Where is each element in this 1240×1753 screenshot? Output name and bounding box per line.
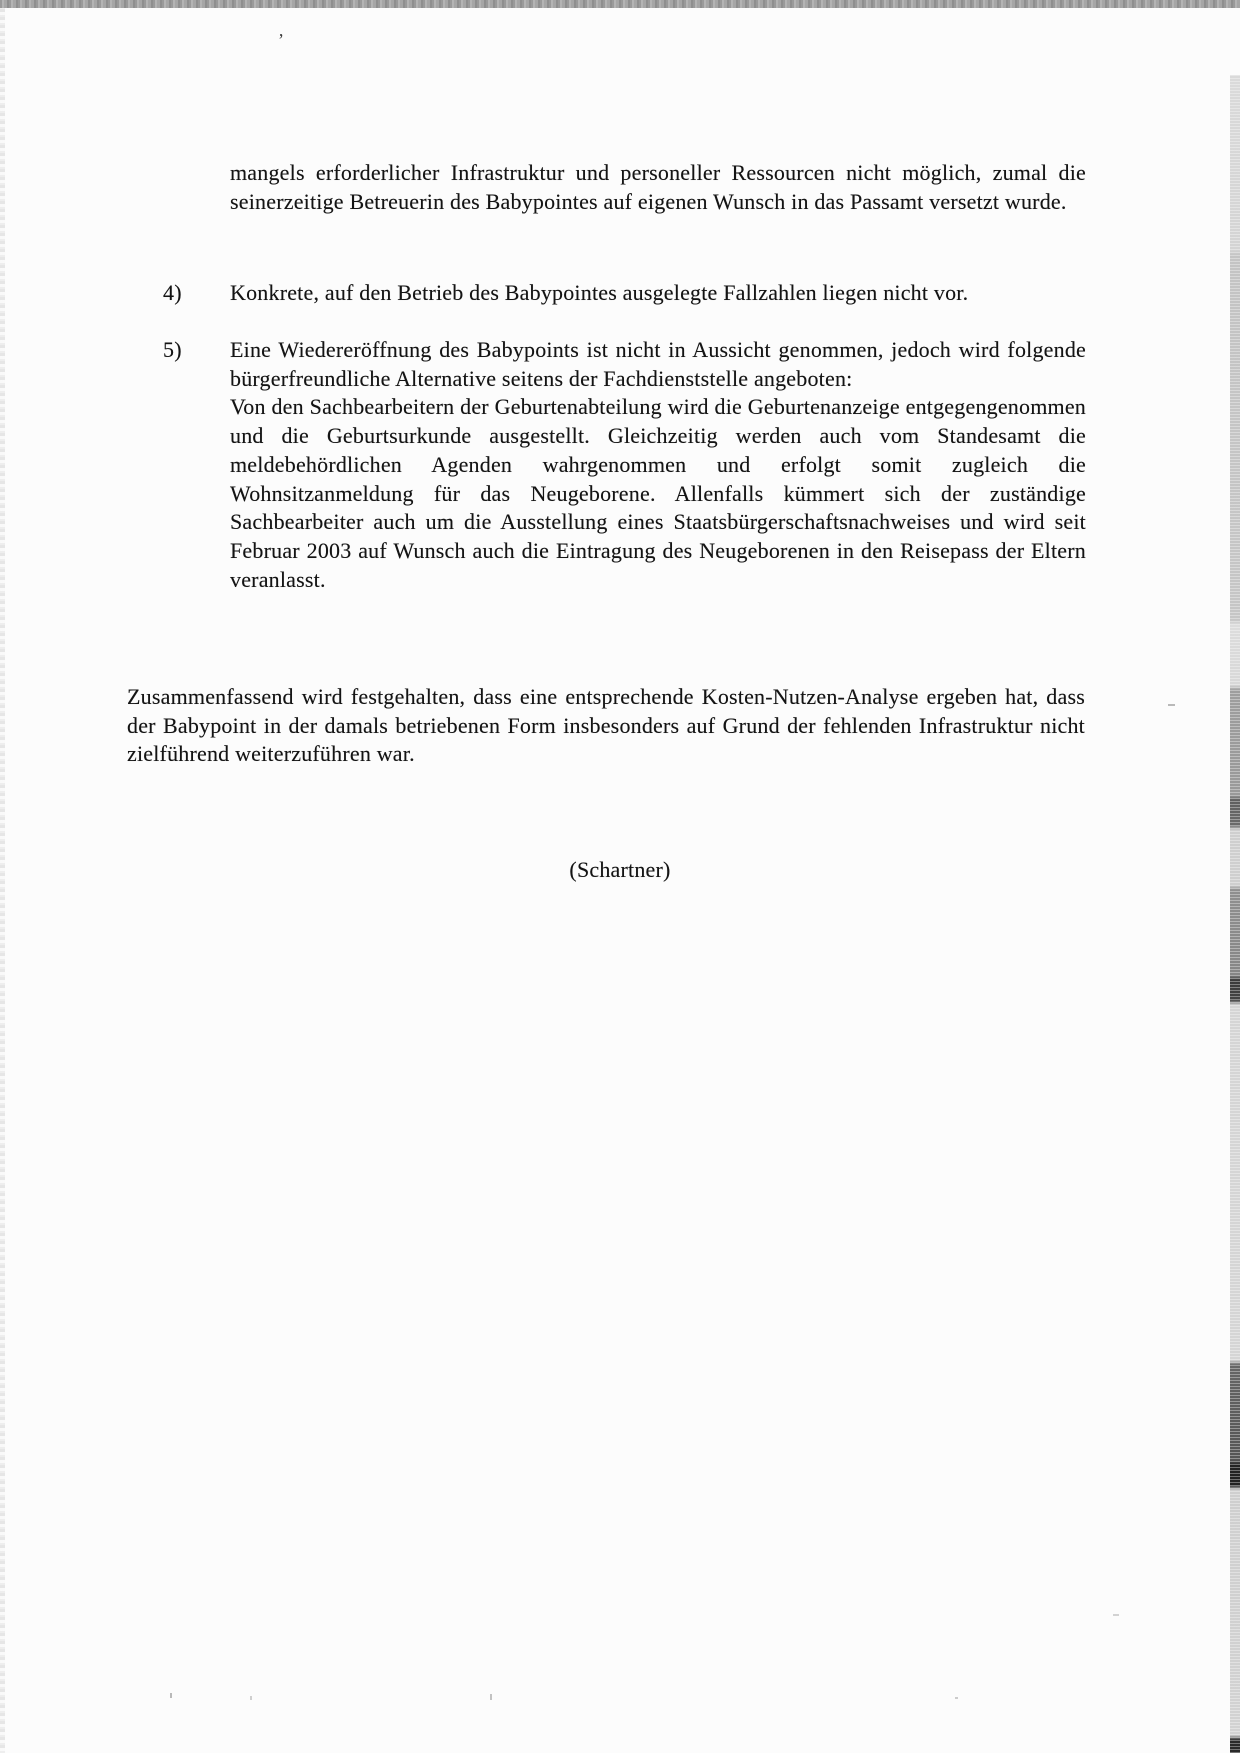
list-item-4-text: Konkrete, auf den Betrieb des Babypointes ausgelegte Fallzahlen liegen nicht vor. — [230, 280, 969, 305]
scan-edge-top — [0, 0, 1240, 8]
scan-speck — [250, 1696, 252, 1700]
list-item-5-paragraph-2: Von den Sachbearbeitern der Geburtenabteilung wird die Geburtenanzeige entgegengenommen und die Geburtsurkunde ausgestellt. Gleichzeitig werden auch vom Standesamt die meldebehördlichen Agenden wahrgenommen und erfolgt somit zugleich die Wohnsitzanmeldung für das Neugeborene. Allenfalls kümmert sich der zuständige Sachbearbeiter auch um die Ausstellung eines Staatsbürgerschaftsnachweises und wird seit Februar 2003 auf Wunsch auch die Eintragung des Neugeborenen in den Reisepass der Eltern veranlasst. — [230, 394, 1086, 592]
list-item-5-text — [230, 336, 1086, 594]
signature-name: (Schartner) — [569, 857, 671, 882]
summary-paragraph: Zusammenfassend wird festgehalten, dass eine entsprechende Kosten-Nutzen-Analyse ergeben hat, dass der Babypoint in der damals betriebenen Form insbesonders auf Grund der fehlenden Infrastruktur nicht zielführend weiterzuführen war. — [127, 684, 1085, 767]
list-item-5-paragraph-1: Eine Wiedereröffnung des Babypoints ist nicht in Aussicht genommen, jedoch wird folgende bürgerfreundliche Alternative seitens der Fachdienststelle angeboten: — [230, 337, 1086, 391]
scan-speck — [1168, 704, 1175, 706]
intro-paragraph: mangels erforderlicher Infrastruktur und personeller Ressourcen nicht möglich, zumal die seinerzeitige Betreuerin des Babypointes auf eigenen Wunsch in das Passamt versetzt wurde. — [230, 160, 1086, 214]
scan-edge-right — [1230, 75, 1240, 1753]
scan-speck — [955, 1697, 958, 1699]
list-item-4-number: 4) — [163, 280, 182, 305]
scan-speck — [170, 1693, 172, 1698]
scan-speck — [1113, 1614, 1119, 1616]
list-item-5-number: 5) — [163, 337, 182, 362]
scan-speck: ’ — [278, 30, 284, 50]
scan-speck — [490, 1694, 492, 1700]
